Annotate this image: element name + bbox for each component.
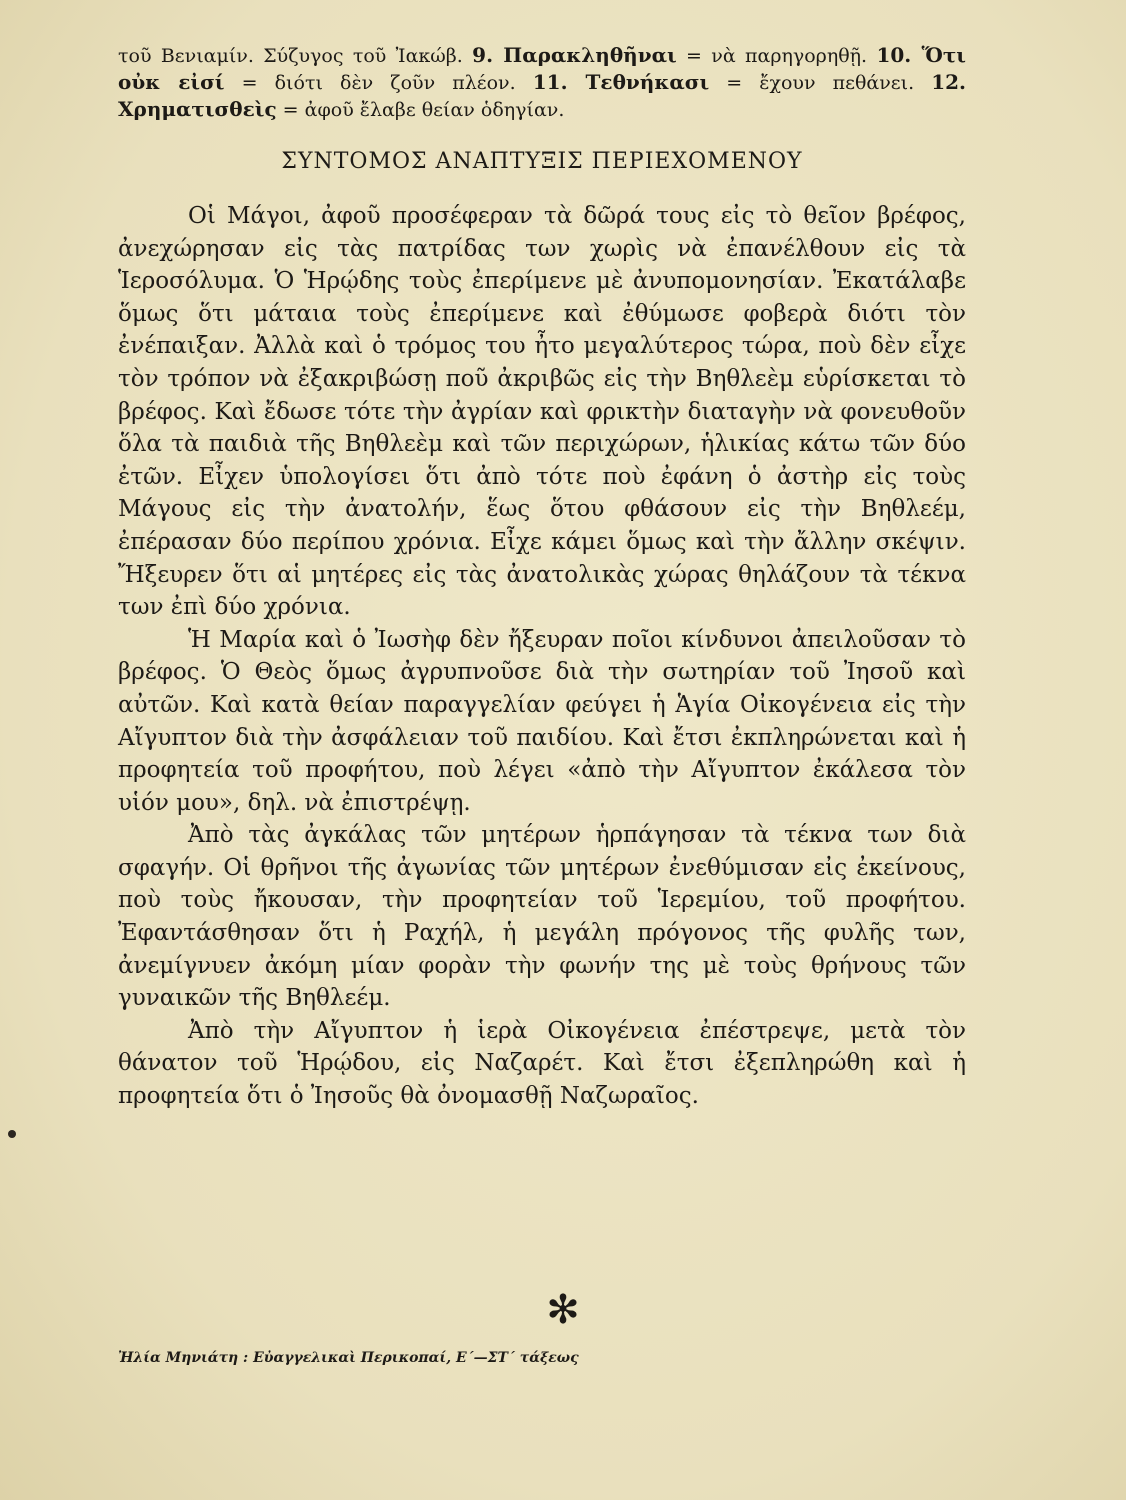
paragraph-4: Ἀπὸ τὴν Αἴγυπτον ἡ ἱερὰ Οἰκογένεια ἐπέστρεψε, μετὰ τὸν θάνατον τοῦ Ἡρῴδου, εἰς Ναζαρέτ. Καὶ ἔτσι ἐξεπληρώθη καὶ ἡ προφητεία ὅτι ὁ Ἰησοῦς θὰ ὀνομασθῇ Ναζωραῖος. bbox=[118, 1017, 966, 1110]
paragraph-2: Ἡ Μαρία καὶ ὁ Ἰωσὴφ δὲν ἤξευραν ποῖοι κίνδυνοι ἀπειλοῦσαν τὸ βρέφος. Ὁ Θεὸς ὅμως ἀγρυπνοῦσε διὰ τὴν σωτηρίαν τοῦ Ἰησοῦ καὶ αὐτῶν. Καὶ κατὰ θείαν παραγγελίαν φεύγει ἡ Ἁγία Οἰκογένεια εἰς τὴν Αἴγυπτον διὰ τὴν ἀσφάλειαν τοῦ παιδίου. Καὶ ἔτσι ἐκπληρώνεται καὶ ἡ προφητεία τοῦ προφήτου, ποὺ λέγει «ἀπὸ τὴν Αἴγυπτον ἐκάλεσα τὸν υἱόν μου», δηλ. νὰ ἐπιστρέψῃ. bbox=[118, 626, 966, 816]
note-10-term: 10. Ὅτι οὐκ εἰσί bbox=[118, 43, 966, 94]
note-12-definition: = ἀφοῦ ἔλαβε θείαν ὁδηγίαν. bbox=[276, 99, 565, 121]
paragraph-1: Οἱ Μάγοι, ἀφοῦ προσέφεραν τὰ δῶρά τους εἰς τὸ θεῖον βρέφος, ἀνεχώρησαν εἰς τὰς πατρίδας των χωρὶς νὰ ἐπανέλθουν εἰς τὰ Ἱεροσόλυμα. Ὁ Ἡρῴδης τοὺς ἐπερίμενε μὲ ἀνυπομονησίαν. Ἐκατάλαβε ὅμως ὅτι μάταια τοὺς ἐπερίμενε καὶ ἐθύμωσε φοβερὰ διότι τὸν ἐνέπαιξαν. Ἀλλὰ καὶ ὁ τρόμος του ἦτο μεγαλύτερος τώρα, ποὺ δὲν εἶχε τὸν τρόπον νὰ ἐξακριβώσῃ ποῦ ἀκριβῶς εἰς τὴν Βηθλεὲμ εὑρίσκεται τὸ βρέφος. Καὶ ἔδωσε τότε τὴν ἀγρίαν καὶ φρικτὴν διαταγὴν νὰ φονευθοῦν ὅλα τὰ παιδιὰ τῆς Βηθλεὲμ καὶ τῶν περιχώρων, ἡλικίας κάτω τῶν δύο ἐτῶν. Εἶχεν ὑπολογίσει ὅτι ἀπὸ τότε ποὺ ἐφάνη ὁ ἀστὴρ εἰς τοὺς Μάγους εἰς τὴν ἀνατολήν, ἕως ὅτου φθάσουν εἰς τὴν Βηθλεέμ, ἐπέρασαν δύο περίπου χρόνια. Εἶχε κάμει ὅμως καὶ τὴν ἄλλην σκέψιν. Ἤξευρεν ὅτι αἱ μητέρες εἰς τὰς ἀνατολικὰς χώρας θηλάζουν τὰ τέκνα των ἐπὶ δύο χρόνια. bbox=[118, 203, 966, 621]
note-12-term: 12. Χρηματισθεὶς bbox=[118, 70, 966, 121]
section-heading: ΣΥΝΤΟΜΟΣ ΑΝΑΠΤΥΞΙΣ ΠΕΡΙΕΧΟΜΕΝΟΥ bbox=[281, 149, 803, 174]
note-11-definition: = ἔχουν πεθάνει. bbox=[709, 72, 932, 94]
note-10-definition: = διότι δὲν ζοῦν πλέον. bbox=[224, 72, 533, 94]
note-11-term: 11. Τεθνήκασι bbox=[532, 70, 710, 94]
vocabulary-notes bbox=[118, 42, 966, 123]
margin-dot bbox=[8, 1130, 16, 1138]
page-content bbox=[118, 42, 966, 1113]
note-9-definition: = νὰ παρηγορηθῇ. bbox=[676, 45, 877, 67]
note-9-term: 9. Παρακληθῆναι bbox=[472, 43, 677, 67]
paragraph-3: Ἀπὸ τὰς ἀγκάλας τῶν μητέρων ἡρπάγησαν τὰ τέκνα των διὰ σφαγήν. Οἱ θρῆνοι τῆς ἀγωνίας τῶν μητέρων ἐνεθύμισαν εἰς ἐκείνους, ποὺ τοὺς ἤκουσαν, τὴν προφητείαν τοῦ Ἱερεμίου, τοῦ προφήτου. Ἐφαντάσθησαν ὅτι ἡ Ραχήλ, ἡ μεγάλη πρόγονος τῆς φυλῆς των, ἀνεμίγνυεν ἀκόμη μίαν φορὰν τὴν φωνήν της μὲ τοὺς θρήνους τῶν γυναικῶν τῆς Βηθλεέμ. bbox=[118, 822, 966, 1012]
ornament-asterisk: ✻ bbox=[546, 1287, 580, 1333]
page-footer: Ἠλία Μηνιάτη : Εὐαγγελικαὶ Περικοπαί, Ε΄—ΣΤ΄ τάξεως bbox=[118, 1350, 579, 1366]
note-text: τοῦ Βενιαμίν. Σύζυγος τοῦ Ἰακώβ. bbox=[118, 45, 473, 67]
